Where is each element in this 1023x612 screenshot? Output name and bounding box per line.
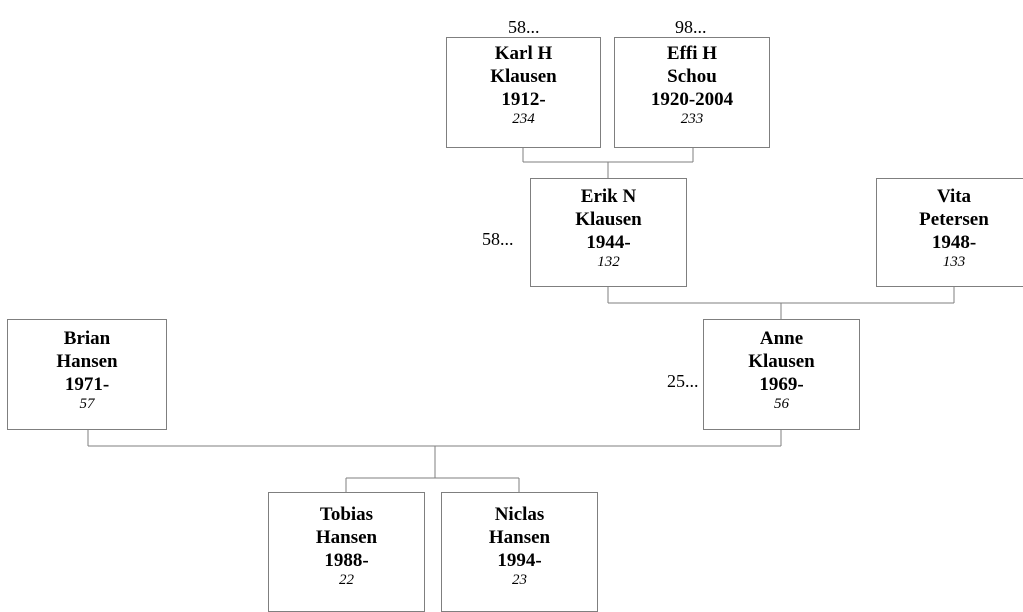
- more-ancestors-link-anne[interactable]: 25...: [667, 371, 699, 391]
- person-last-name: Hansen: [315, 527, 378, 548]
- person-card-effi-schou[interactable]: [614, 37, 770, 148]
- person-first-name: Niclas: [494, 504, 545, 525]
- person-years: 1920-2004: [650, 89, 734, 110]
- person-last-name: Hansen: [488, 527, 551, 548]
- more-ancestors-link-erik[interactable]: 58...: [482, 229, 514, 249]
- person-first-name: Erik N: [580, 186, 637, 207]
- person-id: 233: [680, 111, 704, 127]
- person-card-vita-petersen[interactable]: [876, 178, 1023, 287]
- person-first-name: Vita: [936, 186, 972, 207]
- person-id: 56: [774, 396, 789, 412]
- person-last-name: Schou: [667, 66, 717, 87]
- person-years: 1948-: [931, 232, 977, 253]
- person-years: 1988-: [324, 550, 369, 571]
- person-first-name: Brian: [63, 328, 111, 349]
- person-id: 234: [512, 111, 535, 127]
- person-last-name: Klausen: [748, 351, 815, 372]
- person-years: 1994-: [497, 550, 542, 571]
- person-card-erik-klausen[interactable]: [530, 178, 687, 287]
- person-card-tobias-hansen[interactable]: [268, 492, 425, 612]
- person-first-name: Anne: [759, 328, 804, 349]
- person-card-anne-klausen[interactable]: [703, 319, 860, 430]
- person-id: 57: [79, 396, 95, 412]
- person-id: 23: [512, 572, 527, 588]
- person-years: 1969-: [759, 374, 804, 395]
- person-last-name: Klausen: [575, 209, 642, 230]
- more-ancestors-link-effi[interactable]: 98...: [675, 17, 707, 37]
- person-years: 1971-: [64, 374, 110, 395]
- person-last-name: Hansen: [56, 351, 118, 372]
- person-id: 22: [339, 572, 354, 588]
- person-id: 133: [942, 254, 966, 270]
- person-card-niclas-hansen[interactable]: [441, 492, 598, 612]
- person-years: 1912-: [501, 89, 546, 110]
- more-ancestors-link-karl[interactable]: 58...: [508, 17, 540, 37]
- person-last-name: Petersen: [919, 209, 989, 230]
- person-id: 132: [597, 254, 620, 270]
- person-years: 1944-: [586, 232, 631, 253]
- person-first-name: Tobias: [319, 504, 374, 525]
- person-first-name: Effi H: [666, 43, 718, 64]
- person-card-karl-klausen[interactable]: [446, 37, 601, 148]
- person-first-name: Karl H: [494, 43, 553, 64]
- person-last-name: Klausen: [490, 66, 557, 87]
- person-card-brian-hansen[interactable]: [7, 319, 167, 430]
